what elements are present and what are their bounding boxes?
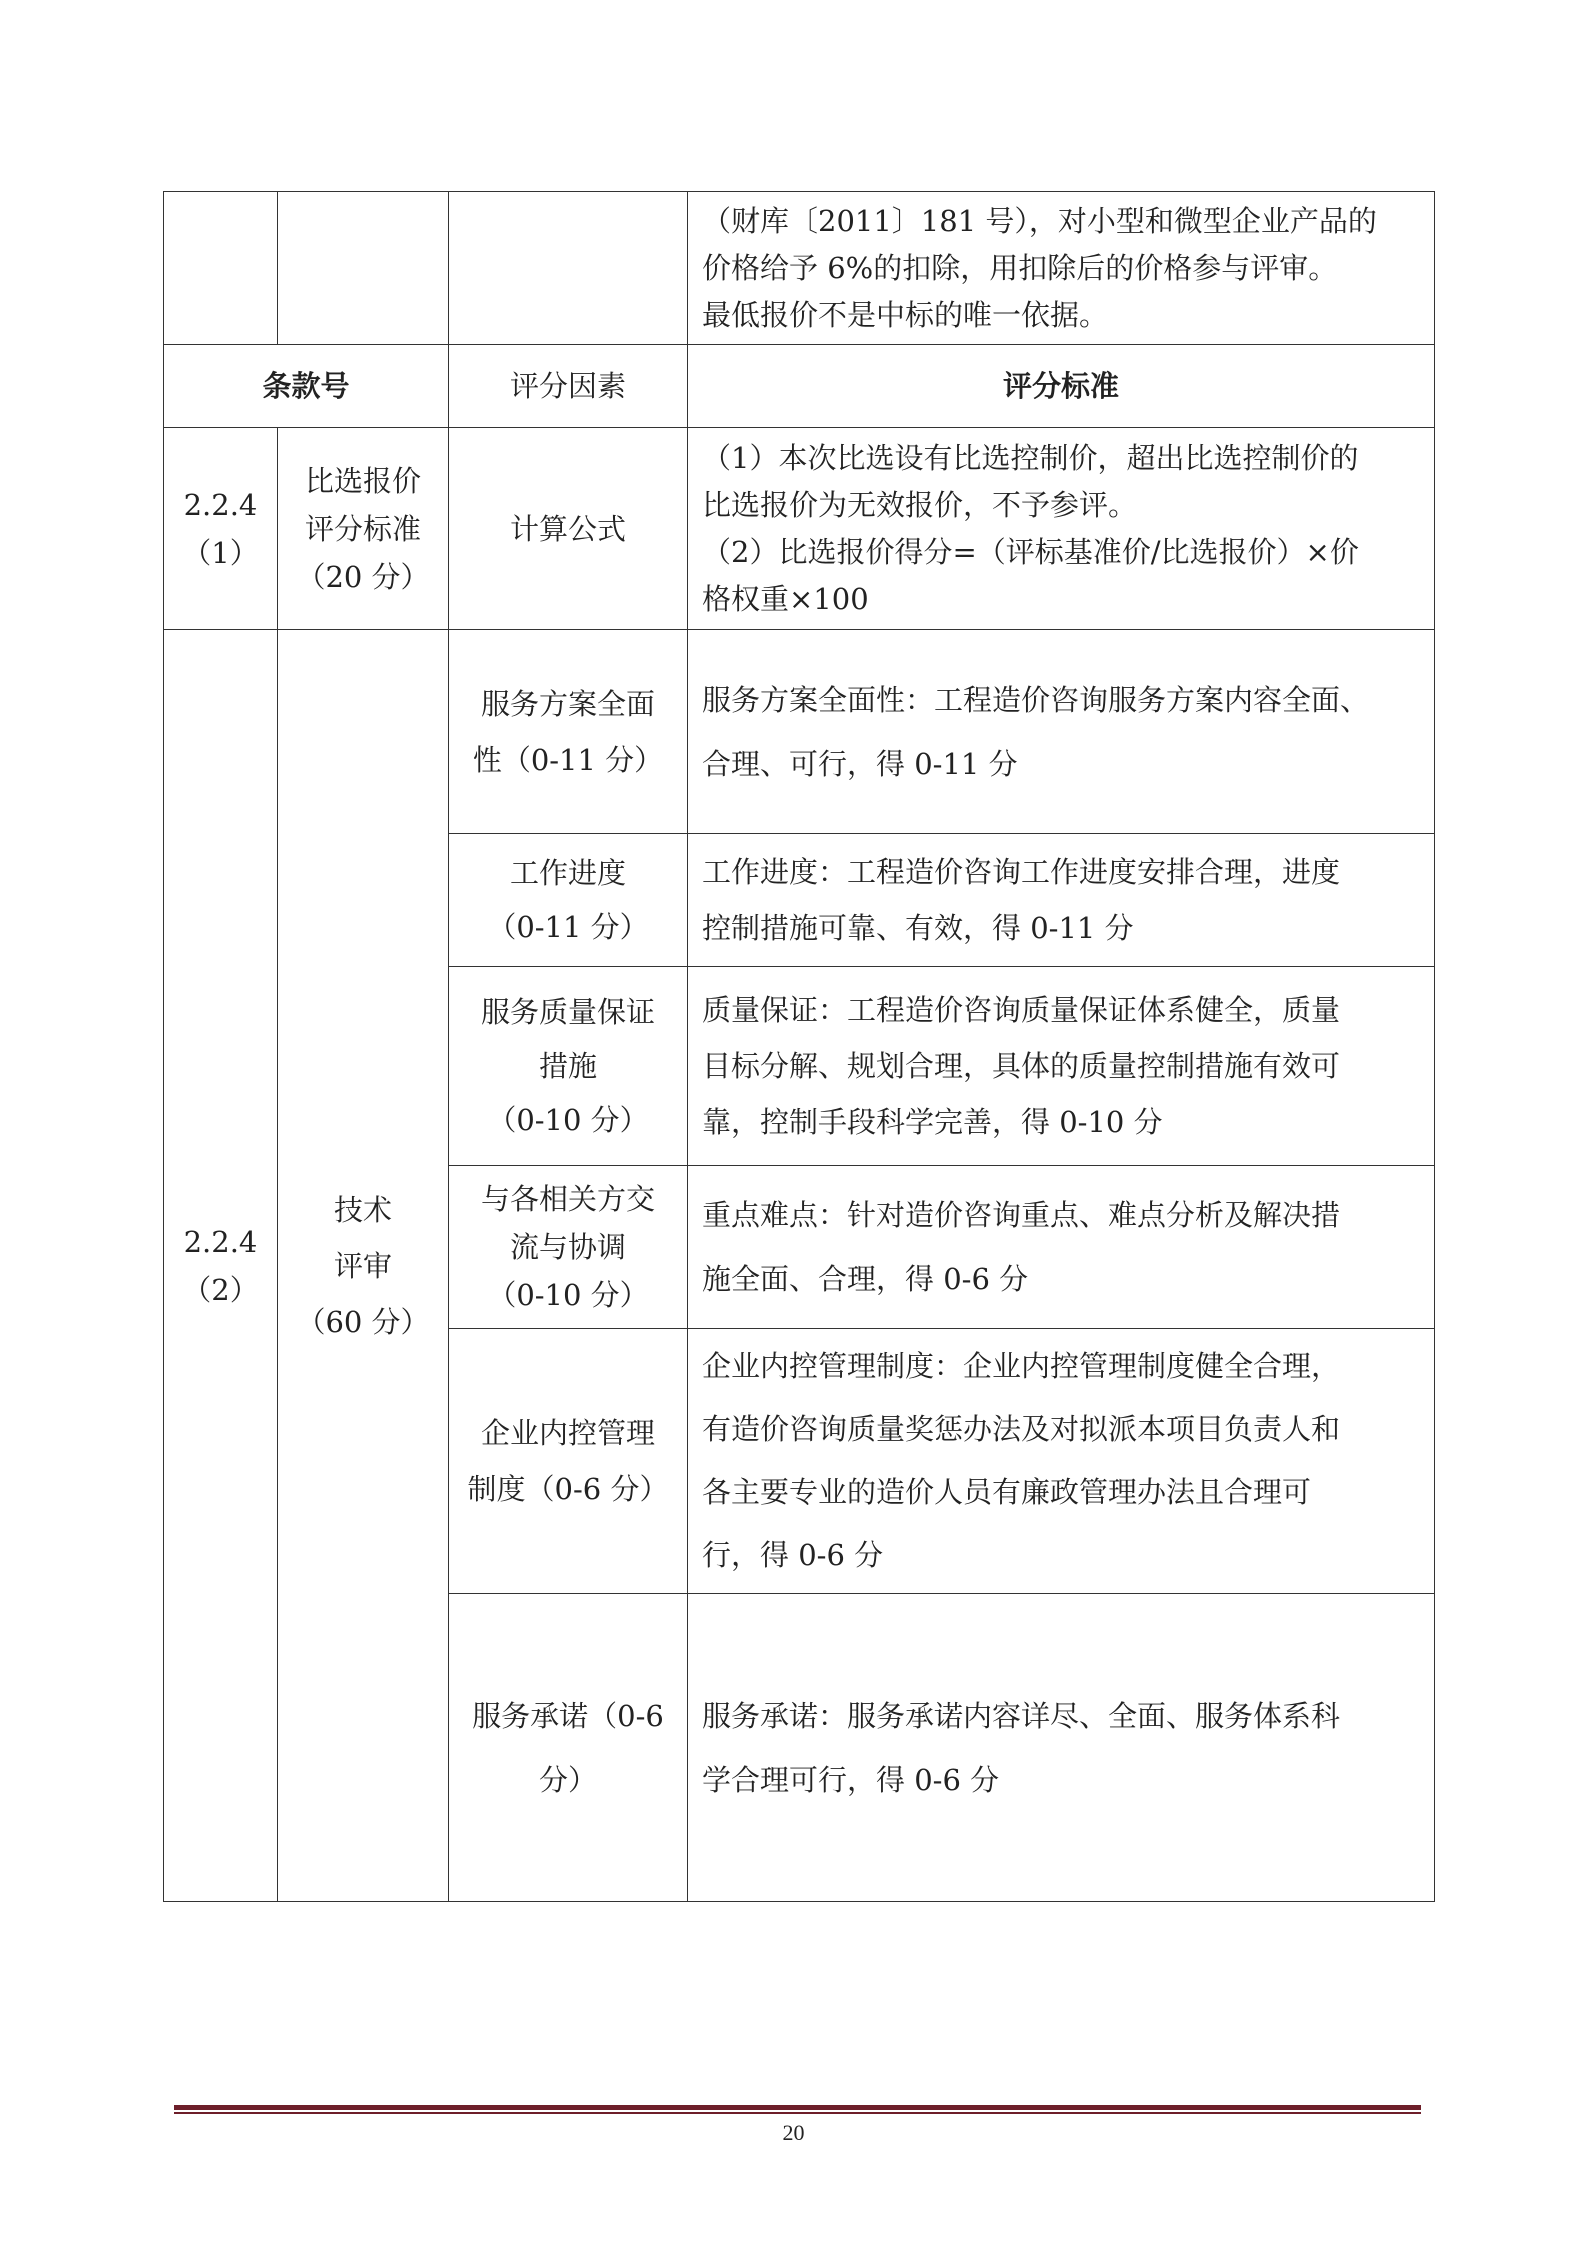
text-line: （2）比选报价得分=（评标基准价/比选报价）×价 xyxy=(702,534,1359,569)
factor-cell: 计算公式 xyxy=(449,428,688,630)
text-line: 各主要专业的造价人员有廉政管理办法且合理可 xyxy=(702,1475,1312,1509)
text-line: 企业内控管理 xyxy=(480,1416,655,1450)
text-line: （0-11 分） xyxy=(487,910,649,944)
text-line: 最低报价不是中标的唯一依据。 xyxy=(702,297,1109,332)
standard-cell xyxy=(688,1594,1435,1902)
clause-number xyxy=(164,630,278,1902)
text-line: （1） xyxy=(182,535,259,570)
tech-row xyxy=(164,630,1435,834)
factor-cell xyxy=(449,967,688,1166)
text-line: 措施 xyxy=(538,1049,597,1083)
text-line: （20 分） xyxy=(296,559,430,594)
text-line: 与各相关方交 xyxy=(480,1182,655,1216)
price-row xyxy=(164,428,1435,630)
text-line: （2） xyxy=(182,1272,259,1307)
text-line: 制度（0-6 分） xyxy=(467,1472,669,1506)
text-line: 施全面、合理，得 0-6 分 xyxy=(702,1262,1029,1296)
text-line: 目标分解、规划合理，具体的质量控制措施有效可 xyxy=(702,1049,1341,1083)
text-line: 工作进度 xyxy=(509,856,626,890)
empty-cell xyxy=(164,192,278,345)
text-line: 服务方案全面 xyxy=(480,686,655,721)
text-line: （1）本次比选设有比选控制价，超出比选控制价的 xyxy=(702,440,1359,475)
text-line: 价格给予 6%的扣除，用扣除后的价格参与评审。 xyxy=(702,250,1338,285)
standard-cell xyxy=(688,1166,1435,1329)
footer-divider xyxy=(174,2105,1421,2110)
continuation-row xyxy=(164,192,1435,345)
text-line: 控制措施可靠、有效，得 0-11 分 xyxy=(702,911,1134,945)
text-line: 评分标准 xyxy=(304,511,421,546)
empty-cell xyxy=(449,192,688,345)
factor-cell xyxy=(449,834,688,967)
text-line: 学合理可行，得 0-6 分 xyxy=(702,1762,1000,1797)
factor-cell xyxy=(449,630,688,834)
text-line: 流与协调 xyxy=(509,1230,626,1264)
clause-number xyxy=(164,428,278,630)
text-line: （0-10 分） xyxy=(487,1278,649,1312)
text-line: 性（0-11 分） xyxy=(472,742,664,777)
standard-cell xyxy=(688,1329,1435,1594)
category-cell xyxy=(278,428,449,630)
text-line: 技术 xyxy=(333,1192,392,1227)
text-line: 服务承诺（0-6 xyxy=(472,1698,664,1733)
text-line: 重点难点：针对造价咨询重点、难点分析及解决措 xyxy=(702,1198,1341,1232)
text-line: （0-10 分） xyxy=(487,1103,649,1137)
standard-cell xyxy=(688,967,1435,1166)
text-line: 分） xyxy=(538,1762,597,1797)
text-line: 合理、可行，得 0-11 分 xyxy=(702,746,1018,781)
category-cell xyxy=(278,630,449,1902)
text-line: 工作进度：工程造价咨询工作进度安排合理，进度 xyxy=(702,855,1341,889)
text-line: 企业内控管理制度：企业内控管理制度健全合理， xyxy=(702,1349,1341,1383)
scoring-table xyxy=(163,191,1435,1902)
factor-cell xyxy=(449,1594,688,1902)
text-line: 比选报价为无效报价，不予参评。 xyxy=(702,487,1138,522)
text-line: 格权重×100 xyxy=(702,581,869,616)
text-line: 2.2.4 xyxy=(183,487,258,522)
header-factor: 评分因素 xyxy=(449,345,688,428)
text-line: 评审 xyxy=(333,1248,392,1283)
standard-cell xyxy=(688,630,1435,834)
text-line: 靠，控制手段科学完善，得 0-10 分 xyxy=(702,1105,1163,1139)
text-line: 有造价咨询质量奖惩办法及对拟派本项目负责人和 xyxy=(702,1412,1341,1446)
header-standard: 评分标准 xyxy=(688,345,1435,428)
text-line: 服务质量保证 xyxy=(480,995,655,1029)
text-line: （60 分） xyxy=(296,1304,430,1339)
standard-cell xyxy=(688,834,1435,967)
header-clause: 条款号 xyxy=(164,345,449,428)
standard-cell xyxy=(688,192,1435,345)
footer-divider-thin xyxy=(174,2112,1421,2114)
text-line: 比选报价 xyxy=(304,463,421,498)
text-line: 行，得 0-6 分 xyxy=(702,1538,884,1572)
standard-cell xyxy=(688,428,1435,630)
header-row xyxy=(164,345,1435,428)
text-line: 服务方案全面性：工程造价咨询服务方案内容全面、 xyxy=(702,682,1370,717)
factor-cell xyxy=(449,1166,688,1329)
text-line: 质量保证：工程造价咨询质量保证体系健全，质量 xyxy=(702,993,1341,1027)
page-number: 20 xyxy=(782,2120,805,2145)
text-line: 服务承诺：服务承诺内容详尽、全面、服务体系科 xyxy=(702,1698,1341,1733)
text-line: （财库〔2011〕181 号），对小型和微型企业产品的 xyxy=(702,203,1377,238)
text-line: 2.2.4 xyxy=(183,1224,258,1259)
empty-cell xyxy=(278,192,449,345)
factor-cell xyxy=(449,1329,688,1594)
